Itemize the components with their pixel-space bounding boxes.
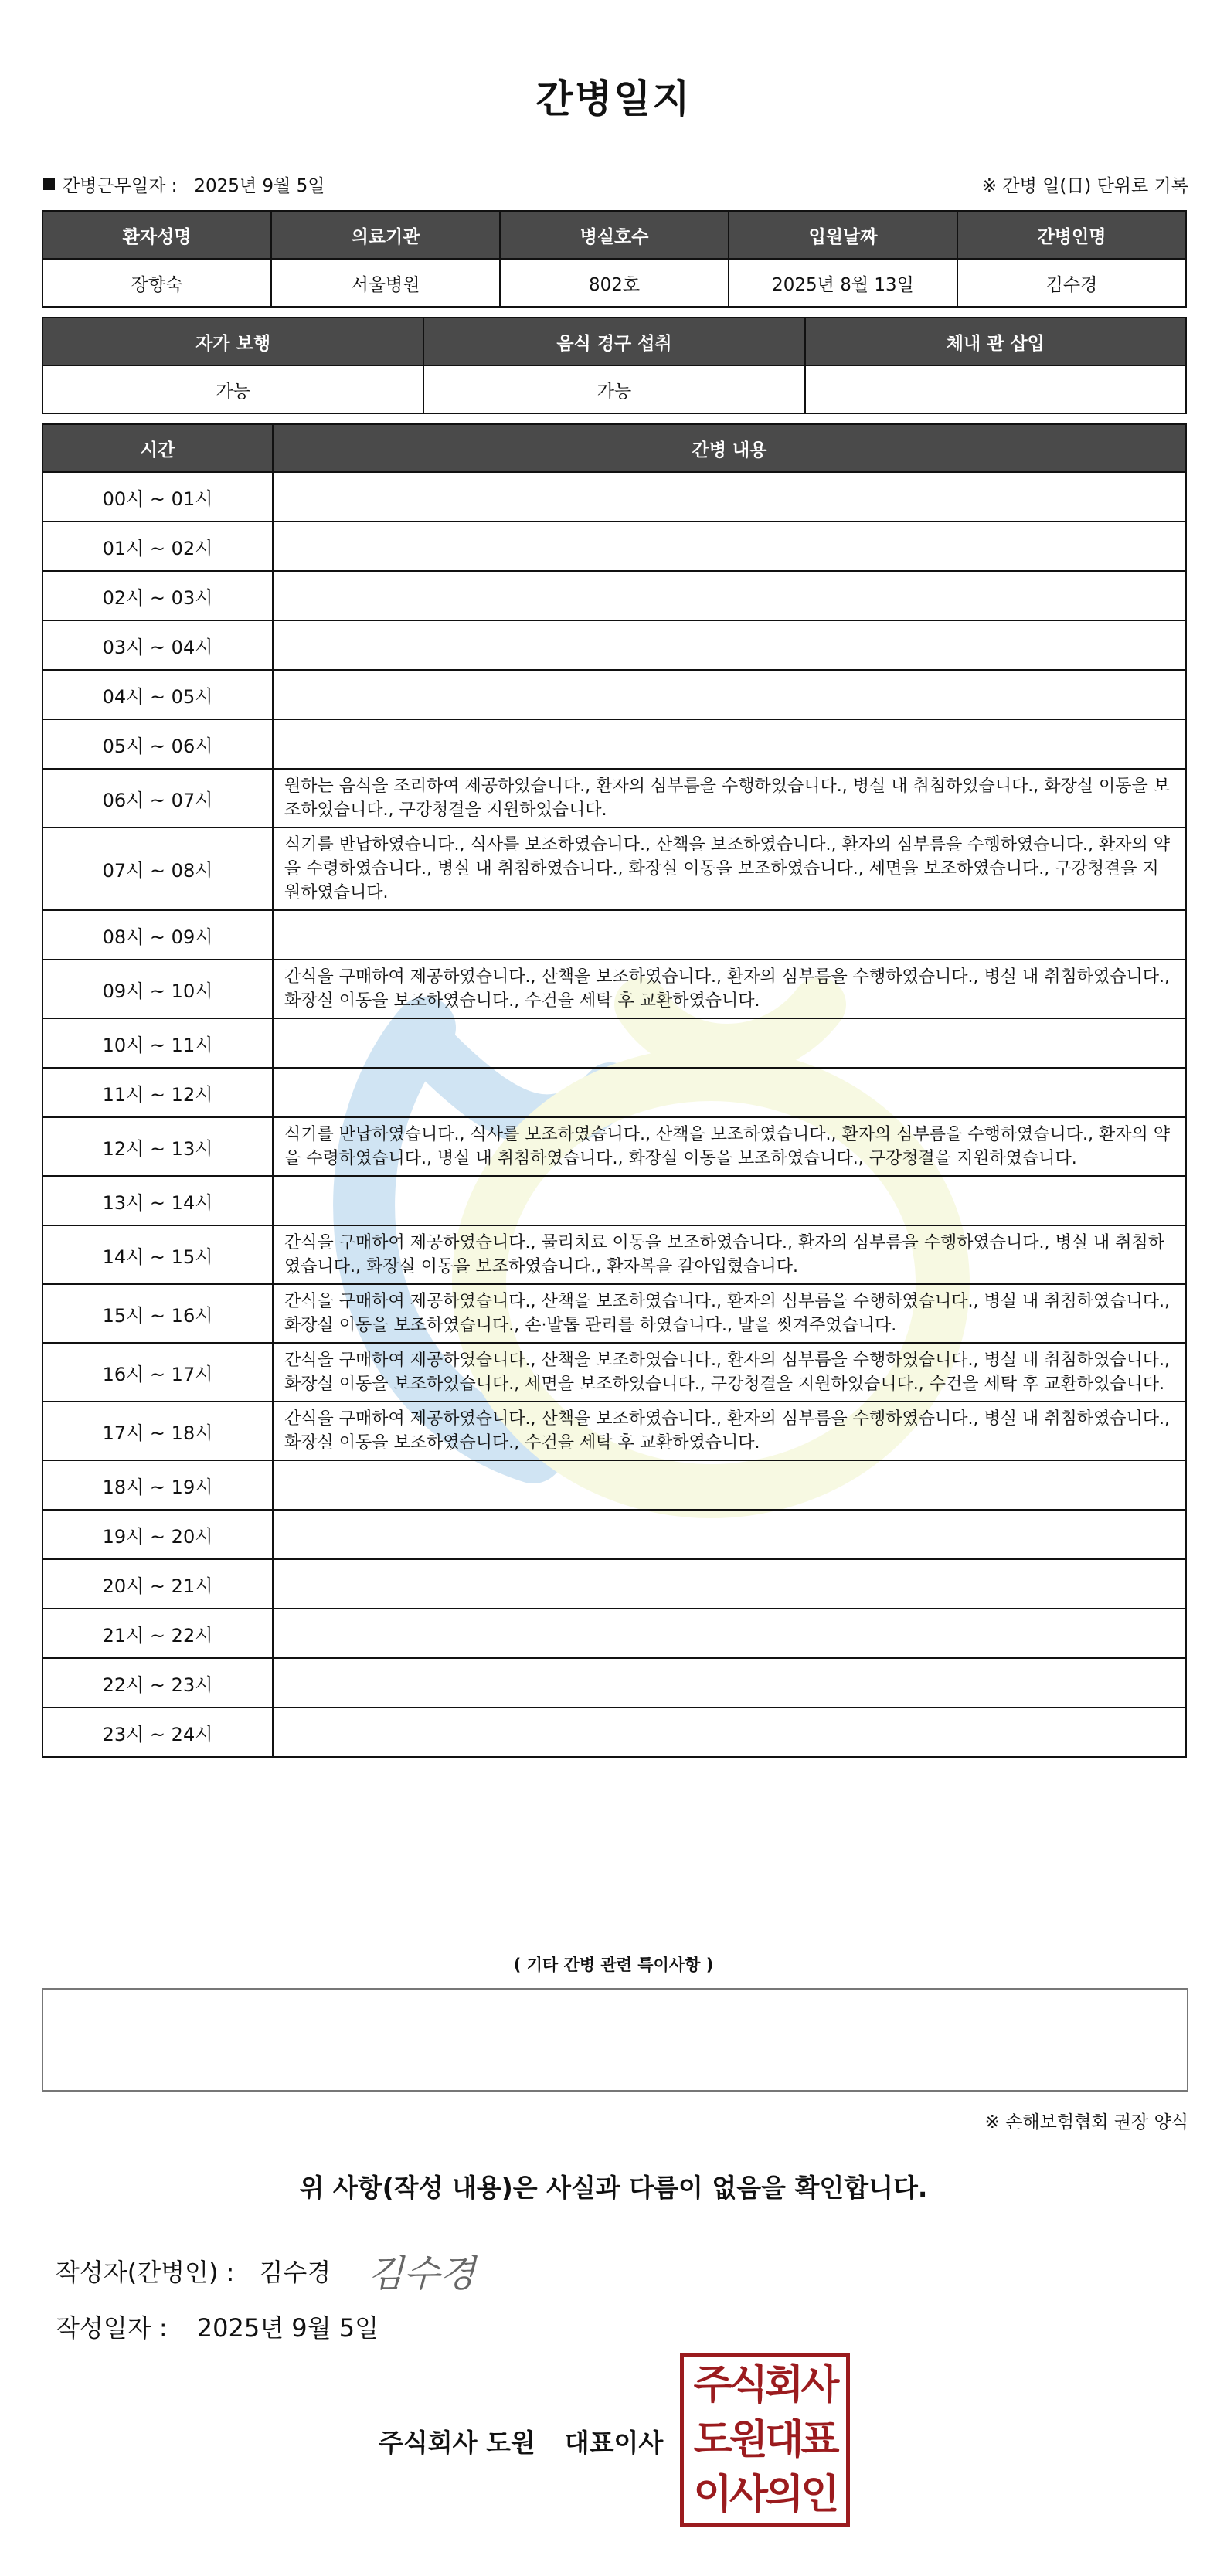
care-content: 식기를 반납하였습니다., 식사를 보조하였습니다., 산책을 보조하였습니다., 환자의 심부름을 수행하였습니다., 환자의 약을 수령하였습니다., 병실 내 취침하였습니다., 화장실 이동을 보조하였습니다., 구강청결을 지원하였습니다.	[273, 1117, 1186, 1176]
company-row	[379, 2423, 663, 2459]
seal-line: 주식회사	[693, 2361, 837, 2408]
care-content: 간식을 구매하여 제공하였습니다., 산책을 보조하였습니다., 환자의 심부름을 수행하였습니다., 병실 내 취침하였습니다., 화장실 이동을 보조하였습니다., 수건을 세탁 후 교환하였습니다.	[273, 960, 1186, 1018]
time-slot: 12시 ~ 13시	[42, 1117, 273, 1176]
care-content: 간식을 구매하여 제공하였습니다., 산책을 보조하였습니다., 환자의 심부름을 수행하였습니다., 병실 내 취침하였습니다., 화장실 이동을 보조하였습니다., 세면을 보조하였습니다., 구강청결을 지원하였습니다., 수건을 세탁 후 교환하였습니다.	[273, 1343, 1186, 1402]
care-content: 원하는 음식을 조리하여 제공하였습니다., 환자의 심부름을 수행하였습니다., 병실 내 취침하였습니다., 화장실 이동을 보조하였습니다., 구강청결을 지원하였습니다.	[273, 769, 1186, 828]
table-row	[42, 1559, 1186, 1609]
tube-insertion-status	[805, 365, 1186, 413]
care-content	[273, 1460, 1186, 1510]
time-slot: 15시 ~ 16시	[42, 1284, 273, 1343]
table-row	[42, 1510, 1186, 1559]
confirmation-statement: 위 사항(작성 내용)은 사실과 다름이 없음을 확인합니다.	[299, 2173, 928, 2203]
care-content: 간식을 구매하여 제공하였습니다., 산책을 보조하였습니다., 환자의 심부름을 수행하였습니다., 병실 내 취침하였습니다., 화장실 이동을 보조하였습니다., 수건을 세탁 후 교환하였습니다.	[273, 1402, 1186, 1460]
table-row	[42, 620, 1186, 670]
writer-row	[56, 2244, 475, 2297]
table-row	[42, 522, 1186, 571]
table-row	[42, 1609, 1186, 1658]
patient-header: 병실호수	[500, 211, 729, 259]
record-unit-note: ※ 간병 일(日) 단위로 기록	[981, 176, 1188, 196]
table-row	[42, 1225, 1186, 1284]
time-slot: 09시 ~ 10시	[42, 960, 273, 1018]
care-content: 간식을 구매하여 제공하였습니다., 물리치료 이동을 보조하였습니다., 환자의 심부름을 수행하였습니다., 병실 내 취침하였습니다., 화장실 이동을 보조하였습니다., 환자복을 갈아입혔습니다.	[273, 1225, 1186, 1284]
care-content: 간식을 구매하여 제공하였습니다., 산책을 보조하였습니다., 환자의 심부름을 수행하였습니다., 병실 내 취침하였습니다., 화장실 이동을 보조하였습니다., 손·발톱 관리를 하였습니다., 발을 씻겨주었습니다.	[273, 1284, 1186, 1343]
table-row	[42, 719, 1186, 769]
time-slot: 07시 ~ 08시	[42, 828, 273, 910]
bullet-square-icon	[43, 178, 55, 190]
time-slot: 19시 ~ 20시	[42, 1510, 273, 1559]
table-row	[42, 828, 1186, 910]
hospital-name: 서울병원	[271, 259, 500, 307]
time-slot: 10시 ~ 11시	[42, 1018, 273, 1068]
care-content	[273, 571, 1186, 620]
patient-status-table	[42, 317, 1187, 414]
table-row	[42, 1176, 1186, 1225]
time-slot: 03시 ~ 04시	[42, 620, 273, 670]
time-slot: 06시 ~ 07시	[42, 769, 273, 828]
care-log-table	[42, 423, 1187, 1758]
patient-header: 입원날짜	[729, 211, 957, 259]
table-row	[42, 571, 1186, 620]
care-content	[273, 1510, 1186, 1559]
walking-status: 가능	[42, 365, 423, 413]
status-header: 자가 보행	[42, 318, 423, 365]
company-name: 주식회사 도원	[379, 2428, 535, 2458]
work-date-value: 2025년 9월 5일	[194, 176, 325, 196]
patient-header: 의료기관	[271, 211, 500, 259]
care-content	[273, 1658, 1186, 1708]
care-content	[273, 670, 1186, 719]
care-content	[273, 1609, 1186, 1658]
care-content	[273, 910, 1186, 960]
work-date-label: 간병근무일자 :	[63, 176, 178, 196]
patient-header: 환자성명	[42, 211, 271, 259]
table-row	[42, 1402, 1186, 1460]
patient-info-table	[42, 210, 1187, 308]
time-slot: 00시 ~ 01시	[42, 472, 273, 522]
care-content	[273, 620, 1186, 670]
special-notes-label: ( 기타 간병 관련 특이사항 )	[513, 1956, 714, 1974]
time-column-header: 시간	[42, 424, 273, 472]
time-slot: 17시 ~ 18시	[42, 1402, 273, 1460]
special-notes-box	[42, 1988, 1188, 2092]
patient-name: 장향숙	[42, 259, 271, 307]
content-column-header: 간병 내용	[273, 424, 1186, 472]
room-number: 802호	[500, 259, 729, 307]
time-slot: 20시 ~ 21시	[42, 1559, 273, 1609]
time-slot: 22시 ~ 23시	[42, 1658, 273, 1708]
table-row	[42, 1117, 1186, 1176]
admission-date: 2025년 8월 13일	[729, 259, 957, 307]
table-row	[42, 1658, 1186, 1708]
time-slot: 11시 ~ 12시	[42, 1068, 273, 1117]
time-slot: 01시 ~ 02시	[42, 522, 273, 571]
written-date-value: 2025년 9월 5일	[196, 2313, 379, 2343]
time-slot: 16시 ~ 17시	[42, 1343, 273, 1402]
seal-line: 도원대표	[693, 2416, 837, 2463]
care-content: 식기를 반납하였습니다., 식사를 보조하였습니다., 산책을 보조하였습니다., 환자의 심부름을 수행하였습니다., 환자의 약을 수령하였습니다., 병실 내 취침하였습니다., 화장실 이동을 보조하였습니다., 세면을 보조하였습니다., 구강청결을 지원하였습니다.	[273, 828, 1186, 910]
time-slot: 18시 ~ 19시	[42, 1460, 273, 1510]
seal-line: 이사의인	[693, 2472, 837, 2519]
table-row	[42, 1343, 1186, 1402]
time-slot: 04시 ~ 05시	[42, 670, 273, 719]
time-slot: 02시 ~ 03시	[42, 571, 273, 620]
work-date	[43, 172, 325, 197]
care-content	[273, 1018, 1186, 1068]
table-row	[42, 1460, 1186, 1510]
time-slot: 05시 ~ 06시	[42, 719, 273, 769]
status-header: 음식 경구 섭취	[423, 318, 804, 365]
care-content	[273, 472, 1186, 522]
writer-label: 작성자(간병인) :	[56, 2257, 235, 2287]
time-slot: 14시 ~ 15시	[42, 1225, 273, 1284]
form-note: ※ 손해보험협회 권장 양식	[984, 2112, 1188, 2133]
care-content	[273, 719, 1186, 769]
table-row	[42, 910, 1186, 960]
oral-intake-status: 가능	[423, 365, 804, 413]
company-representative: 대표이사	[564, 2428, 664, 2458]
care-content	[273, 522, 1186, 571]
care-content	[273, 1559, 1186, 1609]
page-title: 간병일지	[535, 76, 692, 121]
table-row	[42, 960, 1186, 1018]
time-slot: 08시 ~ 09시	[42, 910, 273, 960]
handwritten-signature: 김수경	[368, 2252, 476, 2296]
caregiver-name: 김수경	[957, 259, 1186, 307]
writer-name: 김수경	[259, 2257, 331, 2287]
patient-header: 간병인명	[957, 211, 1186, 259]
table-row	[42, 1708, 1186, 1757]
time-slot: 21시 ~ 22시	[42, 1609, 273, 1658]
table-row	[42, 769, 1186, 828]
time-slot: 23시 ~ 24시	[42, 1708, 273, 1757]
company-seal-stamp	[680, 2353, 850, 2527]
written-date-row	[56, 2309, 379, 2344]
written-date-label: 작성일자 :	[56, 2313, 168, 2343]
time-slot: 13시 ~ 14시	[42, 1176, 273, 1225]
care-content	[273, 1068, 1186, 1117]
table-row	[42, 1068, 1186, 1117]
table-row	[42, 1284, 1186, 1343]
table-row	[42, 670, 1186, 719]
table-row	[42, 1018, 1186, 1068]
table-row	[42, 472, 1186, 522]
status-header: 체내 관 삽입	[805, 318, 1186, 365]
care-content	[273, 1176, 1186, 1225]
care-content	[273, 1708, 1186, 1757]
